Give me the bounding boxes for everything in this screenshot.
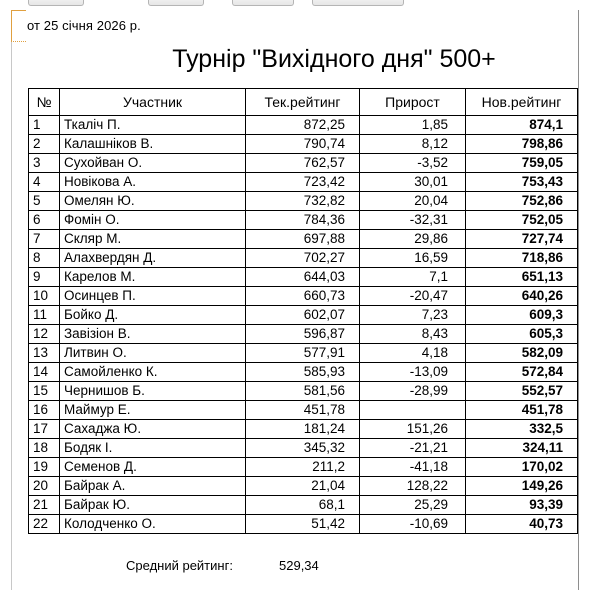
new-rating-cell: 651,13 — [466, 268, 578, 287]
participant-name-cell: Ткаліч П. — [60, 116, 246, 135]
gain-cell: 16,59 — [360, 249, 466, 268]
gain-cell: -13,09 — [360, 363, 466, 382]
row-num-cell: 21 — [29, 496, 60, 515]
table-row — [29, 268, 578, 287]
table-row — [29, 515, 578, 534]
table-row — [29, 401, 578, 420]
header-new-rating: Нов.рейтинг — [466, 89, 578, 116]
row-num-cell: 9 — [29, 268, 60, 287]
new-rating-cell: 727,74 — [466, 230, 578, 249]
row-num-cell: 18 — [29, 439, 60, 458]
row-num-cell: 14 — [29, 363, 60, 382]
new-rating-cell: 40,73 — [466, 515, 578, 534]
new-rating-cell: 718,86 — [466, 249, 578, 268]
gain-cell: 7,23 — [360, 306, 466, 325]
new-rating-cell: 752,86 — [466, 192, 578, 211]
current-rating-cell: 451,78 — [246, 401, 360, 420]
new-rating-cell: 149,26 — [466, 477, 578, 496]
current-rating-cell: 872,25 — [246, 116, 360, 135]
gain-cell: 128,22 — [360, 477, 466, 496]
gain-cell: -20,47 — [360, 287, 466, 306]
current-rating-cell: 581,56 — [246, 382, 360, 401]
gain-cell: 25,29 — [360, 496, 466, 515]
table-row — [29, 420, 578, 439]
row-num-cell: 11 — [29, 306, 60, 325]
new-rating-cell: 572,84 — [466, 363, 578, 382]
current-rating-cell: 784,36 — [246, 211, 360, 230]
gain-cell: -28,99 — [360, 382, 466, 401]
row-num-cell: 7 — [29, 230, 60, 249]
report-date: от 25 січня 2026 р. — [27, 18, 141, 33]
row-num-cell: 2 — [29, 135, 60, 154]
gain-cell: -10,69 — [360, 515, 466, 534]
new-rating-cell: 609,3 — [466, 306, 578, 325]
gain-cell: 8,12 — [360, 135, 466, 154]
current-rating-cell: 702,27 — [246, 249, 360, 268]
new-rating-cell: 451,78 — [466, 401, 578, 420]
table-header-row — [29, 89, 578, 116]
gain-cell: 8,43 — [360, 325, 466, 344]
participant-name-cell: Осинцев П. — [60, 287, 246, 306]
participant-name-cell: Новікова А. — [60, 173, 246, 192]
current-rating-cell: 723,42 — [246, 173, 360, 192]
table-row — [29, 306, 578, 325]
current-rating-cell: 644,03 — [246, 268, 360, 287]
current-rating-cell: 577,91 — [246, 344, 360, 363]
gain-cell: 20,04 — [360, 192, 466, 211]
table-row — [29, 154, 578, 173]
table-row — [29, 287, 578, 306]
table-row — [29, 211, 578, 230]
toolbar-button[interactable] — [148, 0, 204, 6]
table-row — [29, 325, 578, 344]
table-row — [29, 344, 578, 363]
gain-cell: -41,18 — [360, 458, 466, 477]
gain-cell: 30,01 — [360, 173, 466, 192]
participant-name-cell: Бойко Д. — [60, 306, 246, 325]
new-rating-cell: 324,11 — [466, 439, 578, 458]
table-row — [29, 116, 578, 135]
new-rating-cell: 552,57 — [466, 382, 578, 401]
current-rating-cell: 345,32 — [246, 439, 360, 458]
toolbar-button[interactable] — [28, 0, 84, 6]
average-rating-value: 529,34 — [279, 558, 319, 573]
report-title: Турнір "Вихідного дня" 500+ — [172, 45, 496, 73]
new-rating-cell: 582,09 — [466, 344, 578, 363]
participant-name-cell: Байрак А. — [60, 477, 246, 496]
gain-cell: 4,18 — [360, 344, 466, 363]
new-rating-cell: 752,05 — [466, 211, 578, 230]
new-rating-cell: 170,02 — [466, 458, 578, 477]
gain-cell: 151,26 — [360, 420, 466, 439]
header-participant: Участник — [60, 89, 246, 116]
row-num-cell: 4 — [29, 173, 60, 192]
participant-name-cell: Омелян Ю. — [60, 192, 246, 211]
table-row — [29, 439, 578, 458]
current-rating-cell: 211,2 — [246, 458, 360, 477]
table-row — [29, 192, 578, 211]
gain-cell: -21,21 — [360, 439, 466, 458]
table-row — [29, 135, 578, 154]
gain-cell — [360, 401, 466, 420]
header-current-rating: Тек.рейтинг — [246, 89, 360, 116]
header-gain: Прирост — [360, 89, 466, 116]
new-rating-cell: 874,1 — [466, 116, 578, 135]
gain-cell: -3,52 — [360, 154, 466, 173]
participant-name-cell: Самойленко К. — [60, 363, 246, 382]
participant-name-cell: Колодченко О. — [60, 515, 246, 534]
new-rating-cell: 759,05 — [466, 154, 578, 173]
new-rating-cell: 798,86 — [466, 135, 578, 154]
current-rating-cell: 697,88 — [246, 230, 360, 249]
table-row — [29, 496, 578, 515]
table-row — [29, 230, 578, 249]
gain-cell: 29,86 — [360, 230, 466, 249]
row-num-cell: 3 — [29, 154, 60, 173]
table-row — [29, 458, 578, 477]
new-rating-cell: 753,43 — [466, 173, 578, 192]
participant-name-cell: Бодяк І. — [60, 439, 246, 458]
participant-name-cell: Чернишов Б. — [60, 382, 246, 401]
row-num-cell: 5 — [29, 192, 60, 211]
gain-cell: 1,85 — [360, 116, 466, 135]
row-num-cell: 10 — [29, 287, 60, 306]
new-rating-cell: 332,5 — [466, 420, 578, 439]
new-rating-cell: 605,3 — [466, 325, 578, 344]
table-row — [29, 382, 578, 401]
row-num-cell: 22 — [29, 515, 60, 534]
participant-name-cell: Алахвердян Д. — [60, 249, 246, 268]
toolbar — [0, 0, 590, 8]
participant-name-cell: Завізіон В. — [60, 325, 246, 344]
current-rating-cell: 51,42 — [246, 515, 360, 534]
participant-name-cell: Литвин О. — [60, 344, 246, 363]
toolbar-button[interactable] — [312, 0, 404, 6]
row-num-cell: 15 — [29, 382, 60, 401]
new-rating-cell: 93,39 — [466, 496, 578, 515]
current-rating-cell: 762,57 — [246, 154, 360, 173]
row-num-cell: 17 — [29, 420, 60, 439]
row-num-cell: 20 — [29, 477, 60, 496]
current-rating-cell: 660,73 — [246, 287, 360, 306]
row-num-cell: 1 — [29, 116, 60, 135]
ratings-table — [28, 88, 578, 534]
current-rating-cell: 181,24 — [246, 420, 360, 439]
current-rating-cell: 790,74 — [246, 135, 360, 154]
row-num-cell: 19 — [29, 458, 60, 477]
table-row — [29, 477, 578, 496]
current-rating-cell: 21,04 — [246, 477, 360, 496]
current-rating-cell: 602,07 — [246, 306, 360, 325]
current-rating-cell: 596,87 — [246, 325, 360, 344]
current-rating-cell: 585,93 — [246, 363, 360, 382]
average-rating-label: Средний рейтинг: — [126, 558, 233, 573]
gain-cell: 7,1 — [360, 268, 466, 287]
participant-name-cell: Сухойван О. — [60, 154, 246, 173]
row-num-cell: 12 — [29, 325, 60, 344]
participant-name-cell: Сахаджа Ю. — [60, 420, 246, 439]
row-num-cell: 8 — [29, 249, 60, 268]
current-rating-cell: 732,82 — [246, 192, 360, 211]
participant-name-cell: Семенов Д. — [60, 458, 246, 477]
participant-name-cell: Байрак Ю. — [60, 496, 246, 515]
row-num-cell: 6 — [29, 211, 60, 230]
new-rating-cell: 640,26 — [466, 287, 578, 306]
participant-name-cell: Калашніков В. — [60, 135, 246, 154]
participant-name-cell: Маймур Е. — [60, 401, 246, 420]
cell-cursor-marker — [11, 10, 26, 42]
table-row — [29, 363, 578, 382]
row-num-cell: 13 — [29, 344, 60, 363]
current-rating-cell: 68,1 — [246, 496, 360, 515]
table-row — [29, 249, 578, 268]
participant-name-cell: Фомін О. — [60, 211, 246, 230]
participant-name-cell: Карелов М. — [60, 268, 246, 287]
gain-cell: -32,31 — [360, 211, 466, 230]
participant-name-cell: Скляр М. — [60, 230, 246, 249]
row-num-cell: 16 — [29, 401, 60, 420]
table-row — [29, 173, 578, 192]
header-num: № — [29, 89, 60, 116]
toolbar-button[interactable] — [232, 0, 294, 6]
